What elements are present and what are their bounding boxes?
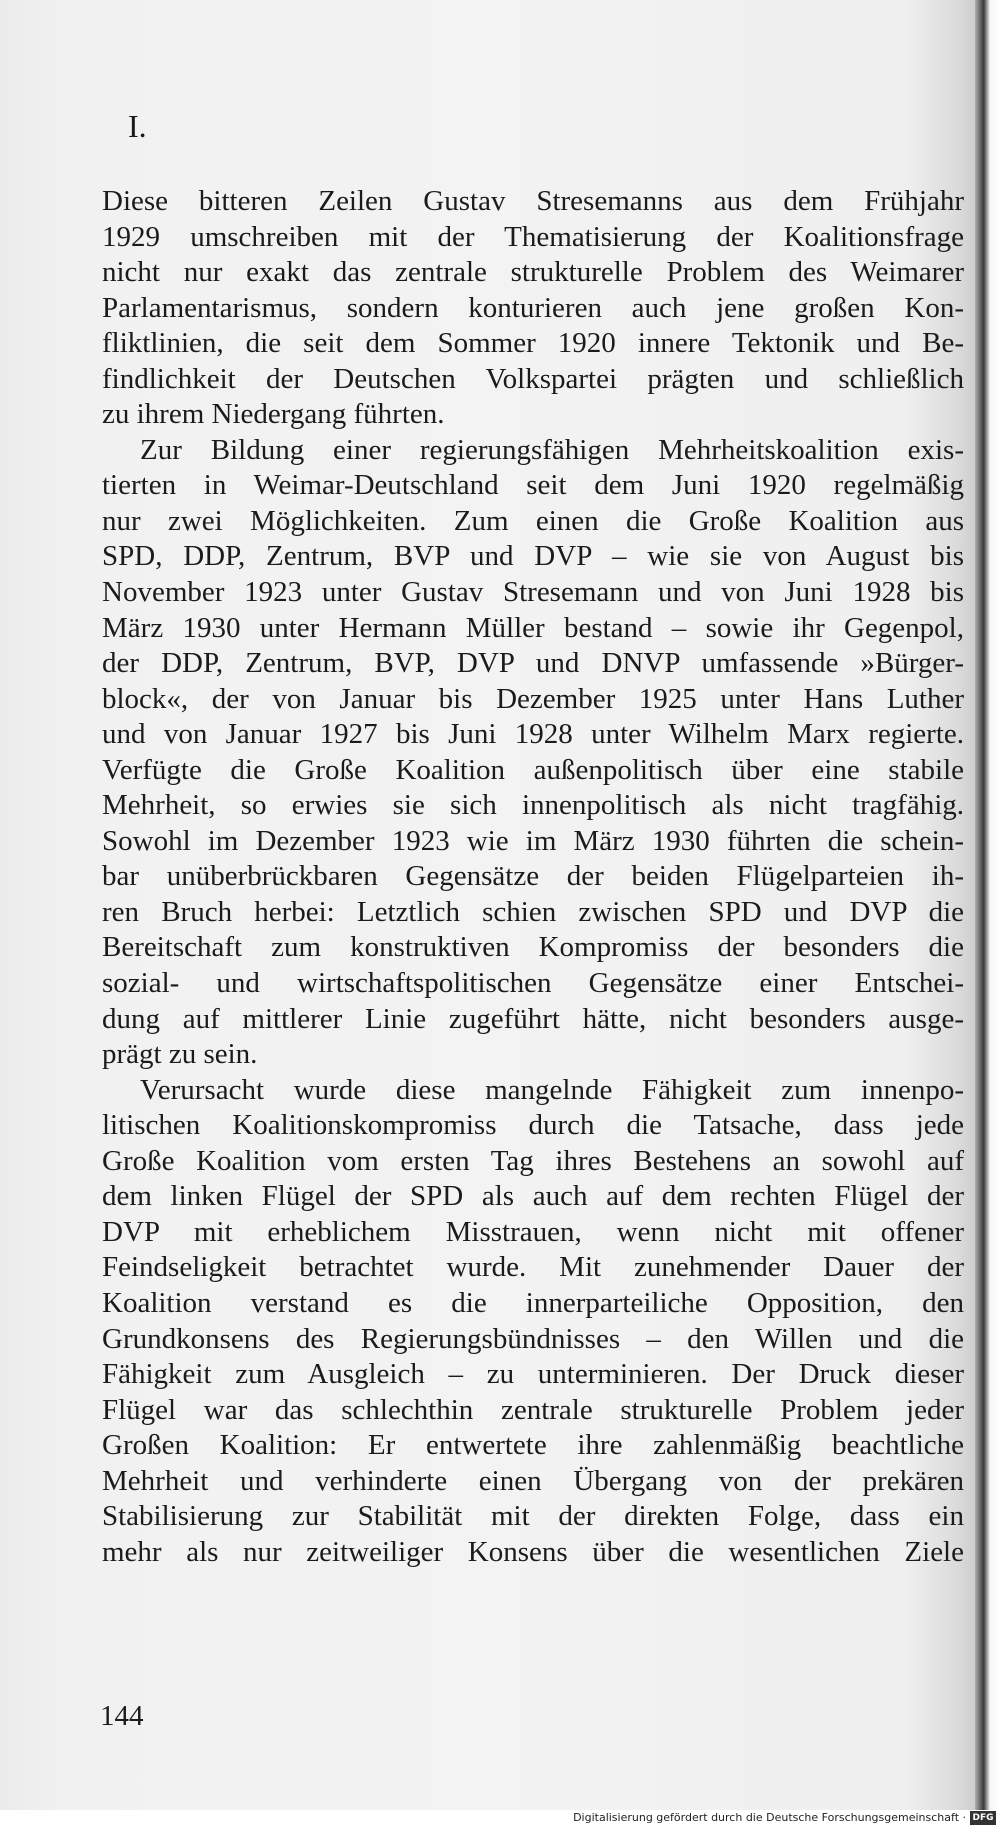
text-line: sozial- und wirtschaftspolitischen Gegensätze einer Entschei- <box>102 967 964 1000</box>
text-line: tierten in Weimar-Deutschland seit dem Juni 1920 regelmäßig <box>102 469 964 502</box>
text-line: zu ihrem Niedergang führten. <box>102 398 445 431</box>
page-number: 144 <box>100 1700 144 1732</box>
text-line: bar unüberbrückbaren Gegensätze der beiden Flügelparteien ih- <box>102 860 964 893</box>
dfg-logo: DFG <box>970 1811 996 1825</box>
text-line: 1929 umschreiben mit der Thematisierung der Koalitionsfrage <box>102 220 964 253</box>
text-line: Feindseligkeit betrachtet wurde. Mit zunehmender Dauer der <box>102 1251 964 1284</box>
text-line: DVP mit erheblichem Misstrauen, wenn nicht mit offener <box>102 1215 964 1248</box>
text-line: nicht nur exakt das zentrale strukturelle Problem des Weimarer <box>102 256 964 289</box>
text-line: Flügel war das schlechthin zentrale strukturelle Problem jeder <box>102 1393 964 1426</box>
text-line: findlichkeit der Deutschen Volkspartei prägten und schließlich <box>102 362 964 395</box>
text-line: November 1923 unter Gustav Stresemann und von Juni 1928 bis <box>102 576 964 609</box>
text-line: Verursacht wurde diese mangelnde Fähigkeit zum innenpo- <box>140 1073 964 1106</box>
text-line: prägt zu sein. <box>102 1038 258 1071</box>
text-line: SPD, DDP, Zentrum, BVP und DVP – wie sie von August bis <box>102 540 964 573</box>
text-line: Bereitschaft zum konstruktiven Kompromiss der besonders die <box>102 931 964 964</box>
book-spine-shadow <box>975 0 1000 1810</box>
text-line: Großen Koalition: Er entwertete ihre zahlenmäßig beachtliche <box>102 1429 964 1462</box>
text-line: litischen Koalitionskompromiss durch die Tatsache, dass jede <box>102 1109 964 1142</box>
text-line: mehr als nur zeitweiliger Konsens über die wesentlichen Ziele <box>102 1535 964 1568</box>
text-line: Sowohl im Dezember 1923 wie im März 1930 führten die schein- <box>102 824 964 857</box>
text-line: Große Koalition vom ersten Tag ihres Bestehens an sowohl auf <box>102 1144 964 1177</box>
text-line: der DDP, Zentrum, BVP, DVP und DNVP umfassende »Bürger- <box>102 647 964 680</box>
text-line: Parlamentarismus, sondern konturieren auch jene großen Kon- <box>102 291 964 324</box>
text-line: Diese bitteren Zeilen Gustav Stresemanns aus dem Frühjahr <box>102 185 964 217</box>
text-line: block«, der von Januar bis Dezember 1925 unter Hans Luther <box>102 682 964 715</box>
text-line: März 1930 unter Hermann Müller bestand – sowie ihr Gegenpol, <box>102 611 964 644</box>
text-line: Zur Bildung einer regierungsfähigen Mehrheitskoalition exis- <box>140 433 964 466</box>
text-line: ren Bruch herbei: Letztlich schien zwischen SPD und DVP die <box>102 895 964 928</box>
text-line: und von Januar 1927 bis Juni 1928 unter Wilhelm Marx regierte. <box>102 718 964 751</box>
text-line: Fähigkeit zum Ausgleich – zu unterminieren. Der Druck dieser <box>102 1358 964 1391</box>
digitization-credit: Digitalisierung gefördert durch die Deutsche Forschungsgemeinschaft · <box>573 1811 966 1824</box>
text-line: dung auf mittlerer Linie zugeführt hätte, nicht besonders ausge- <box>102 1002 964 1035</box>
body-text <box>102 184 964 1570</box>
text-line: Stabilisierung zur Stabilität mit der direkten Folge, dass ein <box>102 1500 964 1533</box>
text-line: dem linken Flügel der SPD als auch auf dem rechten Flügel der <box>102 1180 964 1213</box>
text-line: Grundkonsens des Regierungsbündnisses – den Willen und die <box>102 1322 964 1355</box>
text-line: fliktlinien, die seit dem Sommer 1920 innere Tektonik und Be- <box>102 327 964 360</box>
text-line: Verfügte die Große Koalition außenpolitisch über eine stabile <box>102 753 964 786</box>
text-line: Mehrheit und verhinderte einen Übergang von der prekären <box>102 1464 964 1497</box>
text-line: Mehrheit, so erwies sie sich innenpolitisch als nicht tragfähig. <box>102 789 964 822</box>
section-heading: I. <box>128 108 147 144</box>
text-line: Koalition verstand es die innerparteiliche Opposition, den <box>102 1286 964 1319</box>
text-line: nur zwei Möglichkeiten. Zum einen die Große Koalition aus <box>102 504 964 537</box>
